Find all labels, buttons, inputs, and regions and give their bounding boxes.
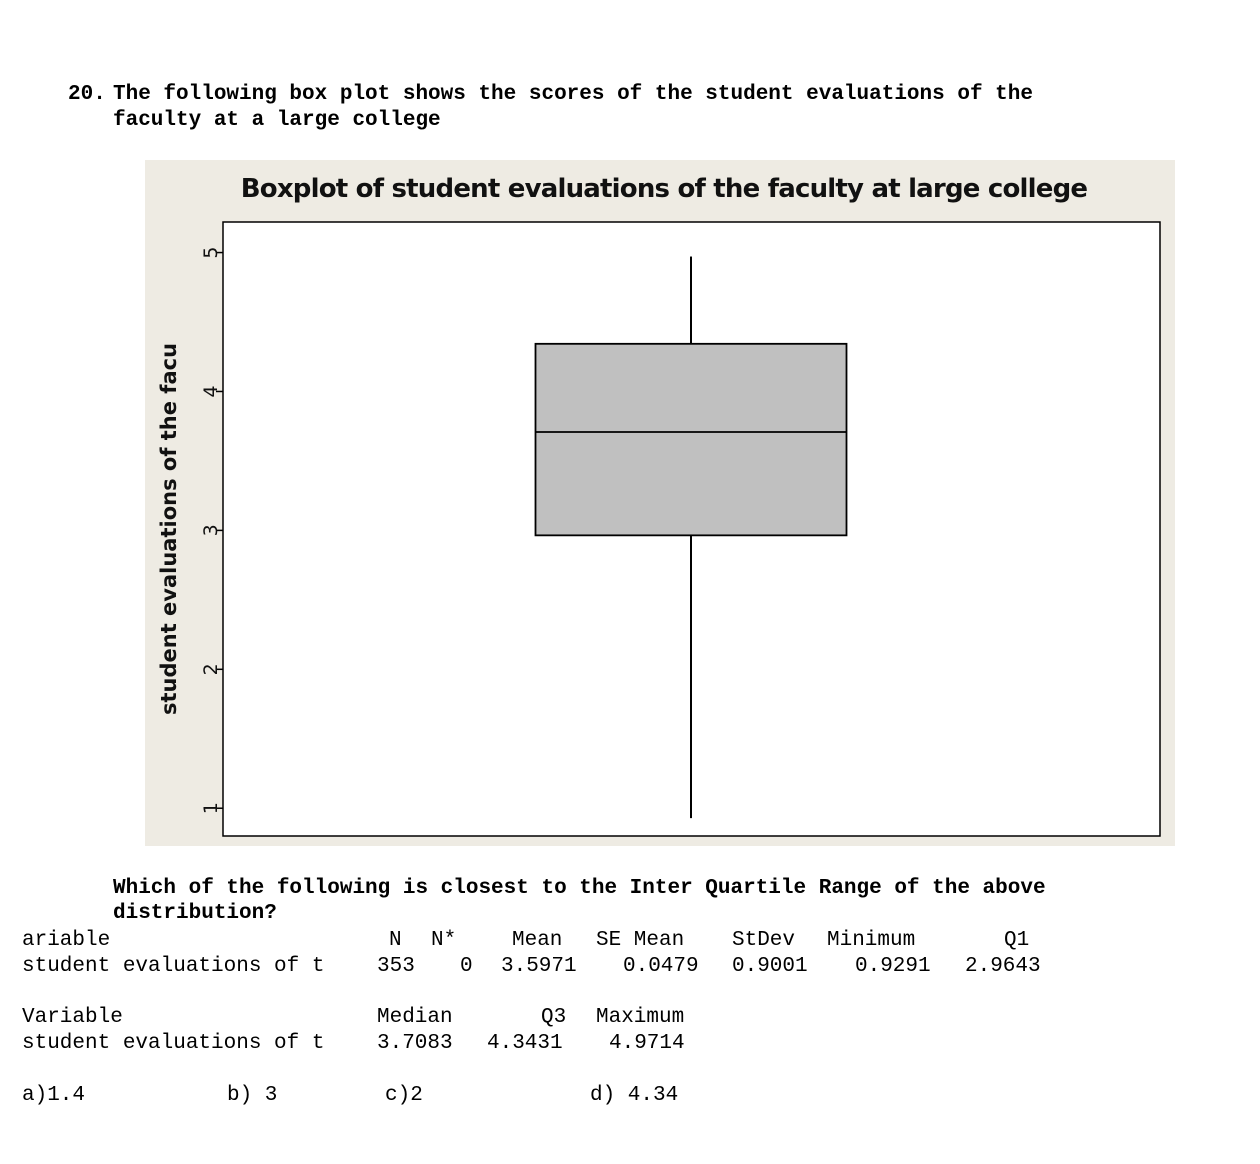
stats-value-q1: 2.9643 (965, 955, 1041, 978)
interquartile-box (536, 344, 847, 536)
option-a[interactable]: a)1.4 (22, 1084, 86, 1107)
y-tick-label-1: 1 (200, 802, 222, 815)
stats-value-se-mean: 0.0479 (623, 955, 699, 978)
y-axis-label: student evaluations of the facu (157, 342, 181, 716)
stats-value-n-star: 0 (460, 955, 473, 978)
stats-header-n: N (389, 929, 402, 952)
question-line-2: faculty at a large college (113, 109, 441, 132)
stats-value-q3: 4.3431 (487, 1032, 563, 1055)
question-line-1: The following box plot shows the scores of the student evaluations of the (113, 83, 1033, 106)
stats-header-median: Median (377, 1006, 453, 1029)
prompt-line-1: Which of the following is closest to the Inter Quartile Range of the above (113, 877, 1046, 900)
stats-header-n-star: N* (431, 929, 457, 952)
stats-value-variable-2: student evaluations of t (22, 1032, 325, 1055)
boxplot-chart (145, 160, 1175, 846)
chart-title: Boxplot of student evaluations of the faculty at large college (240, 174, 1088, 204)
stats-value-variable: student evaluations of t (22, 955, 325, 978)
stats-header-variable-2: Variable (22, 1006, 123, 1029)
stats-value-mean: 3.5971 (501, 955, 577, 978)
question-number: 20. (68, 83, 106, 106)
stats-value-maximum: 4.9714 (609, 1032, 685, 1055)
y-tick-label-3: 3 (200, 524, 222, 537)
stats-header-minimum: Minimum (827, 929, 916, 952)
y-tick-label-4: 4 (200, 385, 222, 398)
option-c[interactable]: c)2 (385, 1084, 423, 1107)
stats-header-se-mean: SE Mean (596, 929, 685, 952)
stats-header-q1: Q1 (1004, 929, 1030, 952)
stats-value-stdev: 0.9001 (732, 955, 808, 978)
stats-header-variable: ariable (22, 929, 111, 952)
y-tick-label-2: 2 (200, 663, 222, 676)
y-tick-label-5: 5 (200, 246, 222, 259)
stats-header-q3: Q3 (541, 1006, 567, 1029)
prompt-line-2: distribution? (113, 902, 277, 925)
stats-value-n: 353 (377, 955, 415, 978)
stats-value-median: 3.7083 (377, 1032, 453, 1055)
stats-header-mean: Mean (512, 929, 563, 952)
option-b[interactable]: b) 3 (227, 1084, 278, 1107)
stats-header-stdev: StDev (732, 929, 796, 952)
option-d[interactable]: d) 4.34 (590, 1084, 679, 1107)
stats-value-minimum: 0.9291 (855, 955, 931, 978)
stats-header-maximum: Maximum (596, 1006, 685, 1029)
